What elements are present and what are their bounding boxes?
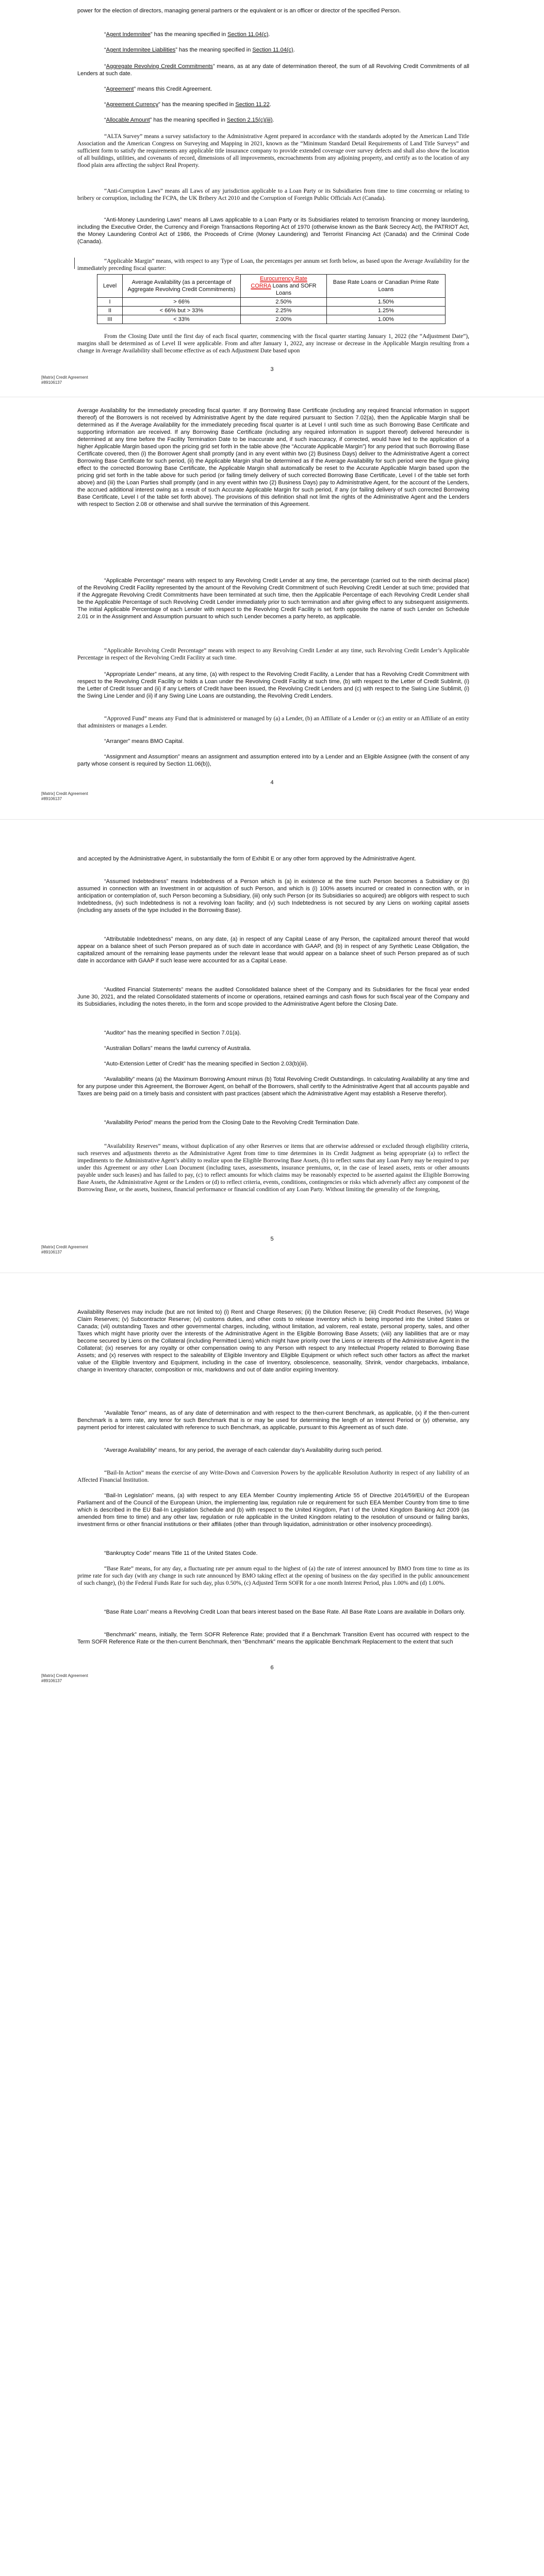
def-term: Agreement [106, 86, 134, 92]
table-row [97, 315, 446, 324]
def-end: . [293, 47, 295, 53]
def-end: . [268, 31, 270, 38]
header-base-rate: Base Rate Loans or Canadian Prime Rate Loans [327, 275, 446, 298]
cell-base-margin: 1.50% [327, 298, 446, 307]
def-audited-financial-statements: “Audited Financial Statements” means the audited Consolidated balance sheet of the Company and its Subsidiaries for the fiscal year ended June 30, 2021, and the related Consolidated statements of income or operations, retained earnings and cash flows for such fiscal year of the Company and its Subsidiaries, including the notes thereto, in the form and scope provided to the Administrative Agent before the Closing Date. [77, 987, 469, 1007]
def-bail-in-action: “Bail-In Action” means the exercise of any Write-Down and Conversion Powers by the applicable Resolution Authority in respect of any liability of an Affected Financial Institution. [77, 1470, 469, 1483]
def-end: . [272, 117, 274, 123]
def-allocable-amount: “Allocable Amount” has the meaning specified in Section 2.15(c)(iii). [104, 117, 274, 123]
def-agreement: “Agreement” means this Credit Agreement. [104, 86, 212, 92]
page-number: 5 [270, 1236, 274, 1242]
after-table-text: From the Closing Date until the first day of each fiscal quarter, commencing with the fiscal quarter starting January 1, 2022 (the “Adjustment Date”), margins shall be determined as of Level II were applicable. From and after January 1, 2022, any increase or decrease in the Applicable Margin resulting from a change in Average Availability shall become effective as of each Adjustment Date based upon [77, 333, 469, 354]
def-bankruptcy-code: “Bankruptcy Code” means Title 11 of the United States Code. [104, 1550, 258, 1556]
def-approved-fund: “Approved Fund” means any Fund that is administered or managed by (a) a Lender, (b) an Affiliate of a Lender or (c) an entity or an Affiliate of an entity that administers or manages a Lender. [77, 716, 469, 729]
table-header-row [97, 275, 446, 298]
page6-p1: Availability Reserves may include (but are not limited to) (i) Rent and Charge Reserves; (ii) the Dilution Reserve; (iii) Credit Product Reserves, (iv) Wage Claim Reserves; (v) Subcontractor Reserve; (vi) customs duties, and other costs to release Inventory which is being imported into the United States or Canada; (vii) outstanding Taxes and other governmental charges, including, without limitation, ad valorem, real estate, personal property, sales, and other Taxes which might have priority over the interests of the Administrative Agent in the Eligible Borrowing Base Assets; (viii) any liabilities that are or may become secured by Liens on the Collateral (including Permitted Liens) which might have priority over the Liens or interests of the Administrative Agent in the Collateral; (ix) reserves for any royalty or other compensation owing to any Person with respect to any Intellectual Property related to Borrowing Base Assets; and (x) reserves with respect to the saleability of Eligible Inventory and Eligible Equipment or which reflect such other factors as affect the market value of the Eligible Inventory and Equipment, including in the case of Inventory, obsolescence, seasonality, Shrink, vendor chargebacks, imbalance, change in Inventory character, composition or mix, markdowns and out of date and/or expiring Inventory. [77, 1309, 469, 1373]
applicable-margin-table [97, 274, 446, 324]
def-term: Agent Indemnitee [106, 31, 151, 38]
def-alta-survey: “ALTA Survey” means a survey satisfactory to the Administrative Agent prepared in accordance with the standards adopted by the American Land Title Association and the American Congress on Surveying and Mapping in 2021, known as the “Minimum Standard Detail Requirements of Land Title Surveys” and sufficient form to satisfy the requirements any applicable title insurance company to provide extended coverage over survey defects and shall also show the location of all buildings, utilities, and covenants of record, dimensions of all improvements, encroachments from any adjoining property, and certify as to the location of any flood plain area affecting the subject Real Property. [77, 133, 469, 168]
def-term: Agent Indemnitee Liabilities [106, 47, 176, 53]
def-aggregate-commitments: “Aggregate Revolving Credit Commitments” means, as at any date of determination thereof, the sum of all Revolving Credit Commitments of all Lenders at such date. [77, 63, 470, 77]
cell-availability: < 66% but > 33% [123, 307, 241, 315]
cell-sofr-margin: 2.50% [241, 298, 327, 307]
header-average-availability: Average Availability (as a percentage of Aggregate Revolving Credit Commitments) [123, 275, 241, 298]
def-availability-period: “Availability Period” means the period from the Closing Date to the Revolving Credit Termination Date. [104, 1120, 359, 1126]
def-appropriate-lender: “Appropriate Lender” means, at any time, (a) with respect to the Revolving Credit Facility, a Lender that has a Revolving Credit Commitment with respect to the Revolving Credit Facility or holds a Loan under the Revolving Credit Facility at such time, (b) with respect to the Letter of Credit Sublimit, (i) the Letter of Credit Issuer and (ii) if any Letters of Credit have been issued, the Revolving Credit Lenders and (c) with respect to the Swing Line Sublimit, (i) the Swing Line Lender and (ii) if any Swing Line Loans are outstanding, the Revolving Credit Lenders. [77, 671, 469, 699]
def-availability: “Availability” means (a) the Maximum Borrowing Amount minus (b) Total Revolving Credit Outstandings. In calculating Availability at any time and for any purpose under this Agreement, the Borrower Agent, on behalf of the Borrowers, shall certify to the Administrative Agent that all accounts payable and Taxes are being paid on a timely basis and consistent with past practices (absent which the Administrative Agent may establish a Reserve therefor). [77, 1076, 469, 1097]
page5-p1: and accepted by the Administrative Agent, in substantially the form of Exhibit E or any other form approved by the Administrative Agent. [77, 856, 416, 862]
def-australian-dollars: “Australian Dollars” means the lawful currency of Australia. [104, 1045, 251, 1052]
def-assignment-assumption: “Assignment and Assumption” means an assignment and assumption entered into by a Lender and an Eligible Assignee (with the consent of any party whose consent is required by Section 11.06(b)), [77, 754, 469, 767]
footer-title: [Matrix] Credit Agreement [41, 1245, 88, 1249]
def-average-availability: “Average Availability” means, for any period, the average of each calendar day’s Availability during such period. [104, 1447, 383, 1453]
def-text: means this Credit Agreement. [136, 86, 212, 92]
cell-level: II [97, 307, 123, 315]
section-ref[interactable]: Section 11.04(c) [227, 31, 269, 38]
page3-top-line: power for the election of directors, managing general partners or the equivalent or is an officer or director of the specified Person. [77, 8, 401, 14]
header-sofr-loans: Loans and SOFR Loans [272, 283, 317, 296]
section-ref[interactable]: Section 11.22 [235, 101, 270, 108]
cell-availability: < 33% [123, 315, 241, 324]
def-auditor: “Auditor” has the meaning specified in Section 7.01(a). [104, 1030, 241, 1036]
page4-p1: Average Availability for the immediately preceding fiscal quarter. If any Borrowing Base Certificate (including any required financial information in support thereof) of the Borrowers is not received by Administrative Agent by the date required pursuant to Section 7.02(a), then the Applicable Margin shall be determined as if the Average Availability for the immediately preceding fiscal quarter is at Level I until such time as such Borrowing Base Certificate and supporting information are received. If any Borrowing Base Certificate (including any required information in support thereof) delivered hereunder is determined at any time before the Facility Termination Date to be inaccurate and, if such inaccuracy, if corrected, would have led to the application of a higher Applicable Margin based upon the pricing grid set forth in the table above (the “Accurate Applicable Margin”) for any period that such Borrowing Base Certificate covered, then (i) the Borrower Agent shall promptly (and in any event within two (2) Business Days) deliver to the Administrative Agent a correct Borrowing Base Certificate for such period, (ii) the Applicable Margin shall be determined as if the Average Availability for such period were the figure giving effect to the corrected Borrowing Base Certificate, the Applicable Margin shall automatically be reset to the Accurate Applicable Margin based upon the pricing grid set forth in the table above for such period (or failing timely delivery of such corrected Borrowing Base Certificate, Level I of the table set forth above) and (iii) the Loan Parties shall promptly (and in any event within two (2) Business Days) pay to Administrative Agent, for the account of the Lenders, the accrued additional interest owing as a result of such Accurate Applicable Margin for such period, if any (or failing delivery of such corrected Borrowing Base Certificate, Level I of the table set forth above). The provisions of this definition shall not limit the rights of the Administrative Agent and the Lenders with respect to Section 2.08 or otherwise and shall survive the termination of this Agreement. [77, 408, 469, 507]
footer-title: [Matrix] Credit Agreement [41, 375, 88, 380]
def-agent-indemnitee-liabilities: “Agent Indemnitee Liabilities” has the meaning specified in Section 11.04(c). [104, 47, 295, 53]
footer-docid: #89106137 [41, 380, 62, 385]
cell-level: I [97, 298, 123, 307]
page-number: 4 [270, 779, 274, 786]
section-ref[interactable]: Section 11.04(c) [252, 47, 293, 53]
footer-title: [Matrix] Credit Agreement [41, 1673, 88, 1678]
def-text: has the meaning specified in [152, 31, 228, 38]
cell-level: III [97, 315, 123, 324]
cell-sofr-margin: 2.25% [241, 307, 327, 315]
def-auto-extension-loc: “Auto-Extension Letter of Credit” has the meaning specified in Section 2.03(b)(iii). [104, 1061, 308, 1067]
footer-docid: #89106137 [41, 796, 62, 801]
cell-base-margin: 1.25% [327, 307, 446, 315]
page-6 [0, 1309, 544, 1978]
def-anti-corruption: “Anti-Corruption Laws” means all Laws of any jurisdiction applicable to a Loan Party or its Subsidiaries from time to time concerning or relating to bribery or corruption, including the FCPA, the UK Bribery Act 2010 and the Corruption of Foreign Public Officials Act (Canada). [77, 188, 469, 201]
header-corra-inserted: CORRA [251, 283, 271, 289]
def-applicable-percentage: “Applicable Percentage” means with respect to any Revolving Credit Lender at any time, the percentage (carried out to the ninth decimal place) of the Revolving Credit Facility represented by the amount of the Revolving Credit Commitment of such Revolving Credit Lender at such time; provided that if the Aggregate Revolving Credit Commitments have been terminated at such time, then the Applicable Percentage of each Revolving Credit Lender shall be the Applicable Percentage of such Revolving Credit Lender immediately prior to such termination and after giving effect to any subsequent assignments. The initial Applicable Percentage of each Lender with respect to the Revolving Credit Facility is set forth opposite the name of such Lender on Schedule 2.01 or in the Assignment and Assumption pursuant to which such Lender becomes a party hereto, as applicable. [77, 578, 469, 620]
change-bar [74, 258, 75, 269]
def-available-tenor: “Available Tenor” means, as of any date of determination and with respect to the then-current Benchmark, as applicable, (x) if the then-current Benchmark is a term rate, any tenor for such Benchmark that is or may be used for determining the length of an Interest Period or (y) otherwise, any payment period for interest calculated with reference to such Benchmark, as applicable, pursuant to this Agreement as of such date. [77, 1410, 469, 1431]
def-arranger: “Arranger” means BMO Capital. [104, 738, 184, 744]
def-applicable-margin: “Applicable Margin” means, with respect to any Type of Loan, the percentages per annum set forth below, as based upon the Average Availability for the immediately preceding fiscal quarter: [77, 258, 469, 272]
def-text: has the meaning specified in [152, 117, 227, 123]
cell-base-margin: 1.00% [327, 315, 446, 324]
header-eurocurrency-deleted: Eurocurrency Rate [260, 276, 307, 282]
def-text: has the meaning specified in [177, 47, 253, 53]
def-base-rate: “Base Rate” means, for any day, a fluctuating rate per annum equal to the highest of (a) the rate of interest announced by BMO from time to time as its prime rate for such day (with any change in such rate announced by BMO taking effect at the opening of business on the day specified in the public announcement of such change), (b) the Federal Funds Rate for such day, plus 0.50%, (c) Adjusted Term SOFR for a one month Interest Period, plus 1.00% and (d) 1.00%. [77, 1566, 469, 1586]
footer-docid: #89106137 [41, 1679, 62, 1683]
def-term: Allocable Amount [106, 117, 150, 123]
def-assumed-indebtedness: “Assumed Indebtedness” means Indebtedness of a Person which is (a) in existence at the time such Person becomes a Subsidiary or (b) assumed in connection with an Investment in or acquisition of such Person, and which is (i) 100% assets incurred or created in connection with, or in anticipation or contemplation of, such Person becoming a Subsidiary, (iii) only such Person (or its Subsidiaries so acquired) are obligors with respect to such Indebtedness, (iv) such Indebtedness is not a revolving loan facility; and (v) such Indebtedness is not secured by any Liens on working capital assets (including any assets of the type included in the Borrowing Base). [77, 878, 469, 913]
def-benchmark: “Benchmark” means, initially, the Term SOFR Reference Rate; provided that if a Benchmark Transition Event has occurred with respect to the Term SOFR Reference Rate or the then-current Benchmark, then “Benchmark” means the applicable Benchmark Replacement to the extent that such [77, 1632, 469, 1645]
table-row [97, 307, 446, 315]
cell-availability: > 66% [123, 298, 241, 307]
cell-sofr-margin: 2.00% [241, 315, 327, 324]
header-level: Level [97, 275, 123, 298]
footer-title: [Matrix] Credit Agreement [41, 791, 88, 796]
def-agent-indemnitee: “Agent Indemnitee” has the meaning specified in Section 11.04(c). [104, 31, 270, 38]
def-text: means, as at any date of determination thereof, the sum of all Revolving Credit Commitments of all Lenders at such date. [77, 63, 470, 77]
section-ref[interactable]: Section 2.15(c)(iii) [226, 117, 273, 123]
def-term: Agreement Currency [106, 101, 159, 108]
def-bail-in-legislation: “Bail-In Legislation” means, (a) with respect to any EEA Member Country implementing Article 55 of Directive 2014/59/EU of the European Parliament and of the Council of the European Union, the implementing law, regulation rule or requirement for such EEA Member Country from time to time which is described in the EU Bail-In Legislation Schedule and (b) with respect to the United Kingdom, Part I of the United Kingdom Banking Act 2009 (as amended from time to time) and any other law, regulation or rule applicable in the United Kingdom relating to the resolution of unsound or failing banks, investment firms or other financial institutions or their affiliates (other than through liquidation, administration or other insolvency proceedings). [77, 1493, 469, 1528]
header-eurocurrency [241, 275, 327, 298]
def-term: Aggregate Revolving Credit Commitments [106, 63, 213, 70]
table-row [97, 298, 446, 307]
def-base-rate-loan: “Base Rate Loan” means a Revolving Credit Loan that bears interest based on the Base Rate. All Base Rate Loans are available in Dollars only. [104, 1609, 465, 1615]
def-attributable-indebtedness: “Attributable Indebtedness” means, on any date, (a) in respect of any Capital Lease of any Person, the capitalized amount thereof that would appear on a balance sheet of such Person prepared as of such date in accordance with GAAP, and (b) in respect of any Synthetic Lease Obligation, the capitalized amount of the remaining lease payments under the relevant lease that would appear on a balance sheet of such Person prepared as of such date in accordance with GAAP if such lease were accounted for as a Capital Lease. [77, 936, 469, 964]
page-number: 3 [270, 366, 274, 372]
def-anti-money-laundering: “Anti-Money Laundering Laws” means all Laws applicable to a Loan Party or its Subsidiaries related to terrorism financing or money laundering, including the Executive Order, the Currency and Foreign Transactions Reporting Act of 1970 (otherwise known as the Bank Secrecy Act), the PATRIOT Act, the Money Laundering Control Act of 1986, the Proceeds of Crime (Money Laundering) and Terrorist Financing Act (Canada) and the Criminal Code (Canada). [77, 217, 469, 245]
def-end: . [269, 101, 271, 108]
page-number: 6 [270, 1665, 274, 1671]
footer-docid: #89106137 [41, 1250, 62, 1255]
page-separator [0, 819, 544, 820]
def-applicable-revolving-percentage: “Applicable Revolving Credit Percentage” means with respect to any Revolving Credit Lender at any time, such Revolving Credit Lender’s Applicable Percentage in respect of the Revolving Credit Facility at such time. [77, 648, 469, 661]
def-agreement-currency: “Agreement Currency” has the meaning specified in Section 11.22. [104, 101, 271, 108]
def-text: has the meaning specified in [160, 101, 236, 108]
def-availability-reserves: “Availability Reserves” means, without duplication of any other Reserves or items that are otherwise addressed or excluded through eligibility criteria, such reserves and adjustments thereto as the Administrative Agent from time to time determines in its Credit Judgment as being appropriate (a) to reflect the impediments to the Administrative Agent’s ability to realize upon the Eligible Borrowing Base Assets, (b) to reflect sums that any Loan Party may be required to pay under this Agreement or any other Loan Document (including taxes, assessments, insurance premiums, or, in the case of leased assets, rents or other amounts payable under such leases) and has failed to pay, (c) to reflect amounts for which claims may be reasonably expected to be asserted against the Eligible Borrowing Base Assets, the Administrative Agent or the Lenders or (d) to reflect criteria, events, conditions, contingencies or risks which adversely affect any component of the Borrowing Base, or the assets, business, financial performance or financial condition of any Loan Party. Without limiting the generality of the foregoing, [77, 1143, 469, 1193]
